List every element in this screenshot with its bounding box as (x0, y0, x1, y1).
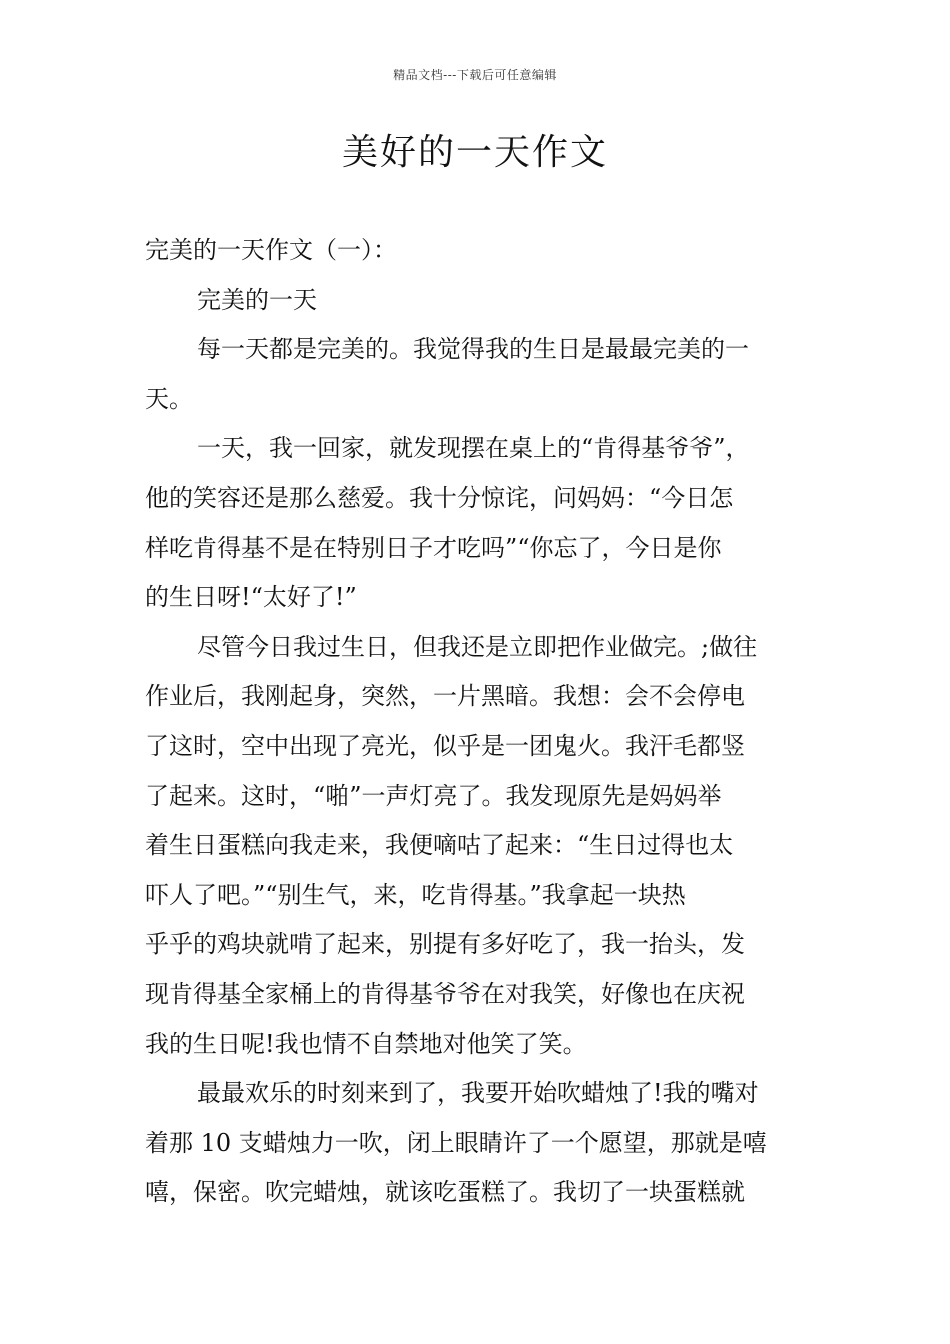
text-line: 我的生日呢!我也情不自禁地对他笑了笑。 (145, 1029, 587, 1058)
text-line: 尽管今日我过生日，但我还是立即把作业做完。;做往 (197, 632, 758, 661)
text-line: 吓人了吧。”“别生气，来，吃肯得基。”我拿起一块热 (145, 880, 686, 909)
text-line: 作业后，我刚起身，突然，一片黑暗。我想：会不会停电 (145, 682, 745, 711)
text-line: 完美的一天作文（一）： (145, 236, 397, 264)
text-line: 了起来。这时，“啪”一声灯亮了。我发现原先是妈妈举 (145, 781, 722, 810)
text-line: 乎乎的鸡块就啃了起来，别提有多好吃了，我一抬头，发 (145, 930, 745, 959)
text-line: 着那 10 支蜡烛力一吹，闭上眼睛许了一个愿望，那就是嘻 (145, 1128, 767, 1157)
text-line: 嘻，保密。吹完蜡烛，就该吃蛋糕了。我切了一块蛋糕就 (145, 1178, 745, 1207)
text-line: 样吃肯得基不是在特别日子才吃吗”“你忘了，今日是你 (145, 533, 722, 562)
text-line: 他的笑容还是那么慈爱。我十分惊诧，问妈妈：“今日怎 (145, 483, 734, 512)
text-line: 完美的一天 (197, 285, 317, 314)
text-line: 一天，我一回家，就发现摆在桌上的“肯得基爷爷”， (197, 434, 750, 463)
text-line: 现肯得基全家桶上的肯得基爷爷在对我笑，好像也在庆祝 (145, 979, 745, 1008)
text-line: 的生日呀!“太好了!” (145, 583, 357, 612)
text-line: 了这时，空中出现了亮光，似乎是一团鬼火。我汗毛都竖 (145, 731, 745, 760)
essay-body (145, 226, 813, 1218)
text-line: 着生日蛋糕向我走来，我便嘀咕了起来：“生日过得也太 (145, 831, 734, 860)
document-title: 美好的一天作文 (341, 132, 608, 173)
text-line: 最最欢乐的时刻来到了，我要开始吹蜡烛了!我的嘴对 (197, 1079, 759, 1108)
text-line: 天。 (145, 384, 193, 413)
header-note: 精品文档---下载后可任意编辑 (393, 68, 557, 82)
text-line: 每一天都是完美的。我觉得我的生日是最最完美的一 (197, 335, 749, 364)
